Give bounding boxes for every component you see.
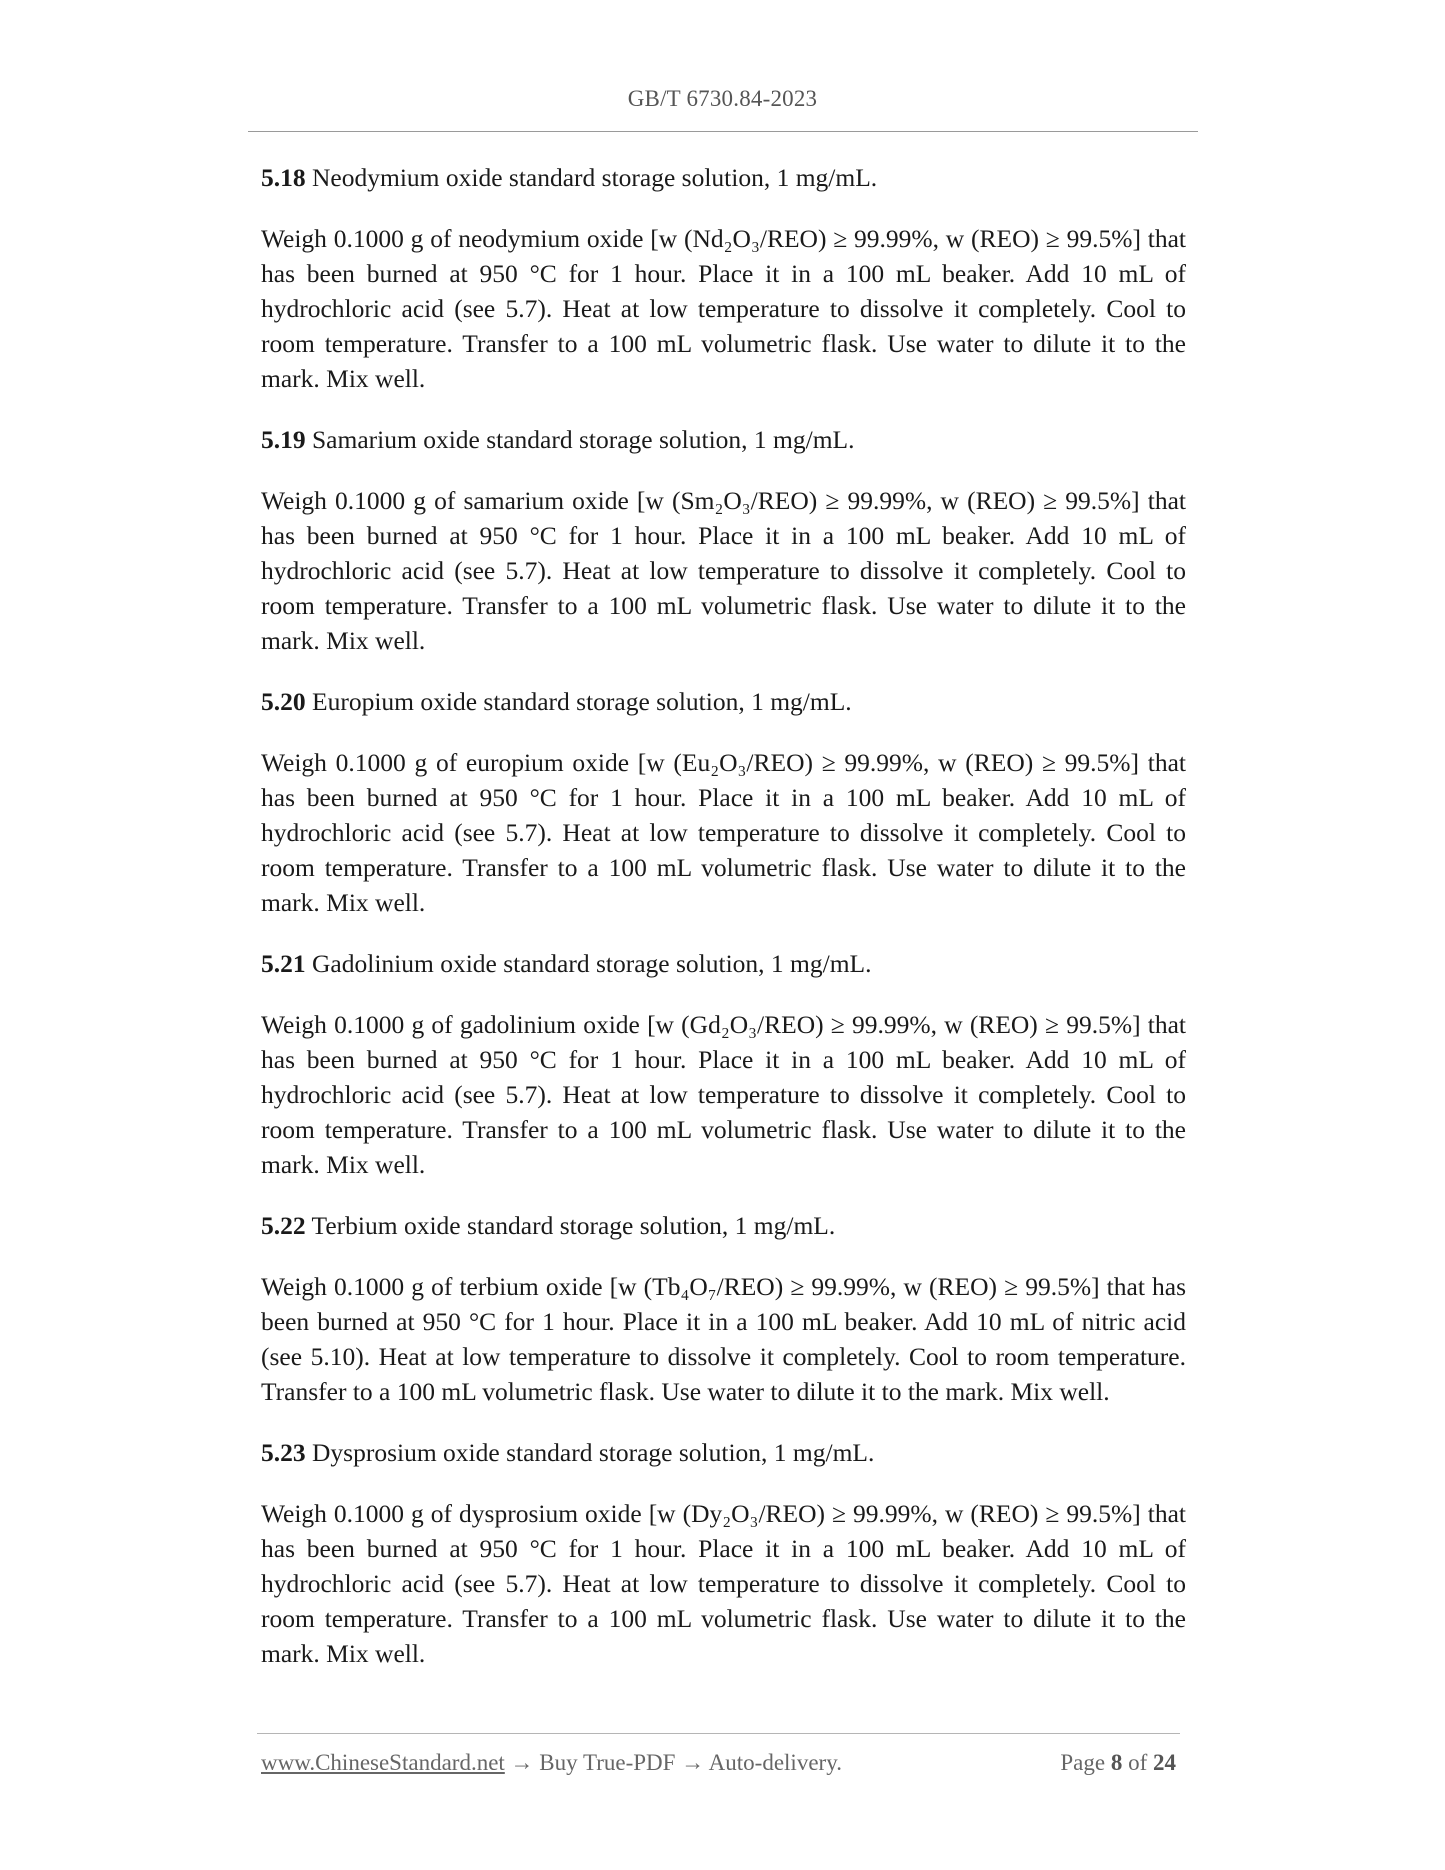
clause-number: 5.20	[261, 687, 306, 716]
clause-title: Terbium oxide standard storage solution, 1 mg/mL.	[311, 1211, 836, 1240]
header-divider	[248, 131, 1198, 132]
clause-heading	[261, 1208, 1186, 1243]
clause-heading	[261, 1435, 1186, 1470]
auto-delivery-text: Auto-delivery.	[708, 1750, 842, 1775]
clause-heading	[261, 684, 1186, 719]
clause-text: Weigh 0.1000 g of gadolinium oxide [w (Gd₂O₃/REO) ≥ 99.99%, w (REO) ≥ 99.5%] that has been burned at 950 °C for 1 hour. Place it in a 100 mL beaker. Add 10 mL of hydrochloric acid (see 5.7). Heat at low temperature to dissolve it completely. Cool to room temperature. Transfer to a 100 mL volumetric flask. Use water to dilute it to the mark. Mix well.	[261, 1010, 1186, 1179]
clause-title: Samarium oxide standard storage solution, 1 mg/mL.	[312, 425, 855, 454]
page-header	[0, 86, 1445, 112]
clause-title: Gadolinium oxide standard storage solution, 1 mg/mL.	[312, 949, 872, 978]
clause-text: Weigh 0.1000 g of terbium oxide [w (Tb₄O₇/REO) ≥ 99.99%, w (REO) ≥ 99.5%] that has been burned at 950 °C for 1 hour. Place it in a 100 mL beaker. Add 10 mL of nitric acid (see 5.10). Heat at low temperature to dissolve it completely. Cool to room temperature. Transfer to a 100 mL volumetric flask. Use water to dilute it to the mark. Mix well.	[261, 1272, 1186, 1406]
clause-title: Europium oxide standard storage solution, 1 mg/mL.	[312, 687, 852, 716]
clause-title: Dysprosium oxide standard storage solution, 1 mg/mL.	[312, 1438, 875, 1467]
clause-5-18	[261, 160, 1186, 396]
buy-pdf-text: Buy True-PDF	[539, 1750, 676, 1775]
arrow-right-icon: →	[681, 1750, 705, 1775]
page-of: of	[1128, 1750, 1148, 1775]
clause-5-19	[261, 422, 1186, 658]
arrow-right-icon: →	[510, 1750, 534, 1775]
document-body	[261, 160, 1186, 1697]
document-id: GB/T 6730.84-2023	[627, 86, 818, 111]
clause-5-23	[261, 1435, 1186, 1671]
clause-5-22	[261, 1208, 1186, 1409]
clause-title: Neodymium oxide standard storage solution, 1 mg/mL.	[312, 163, 878, 192]
page-label: Page	[1060, 1750, 1106, 1775]
clause-heading	[261, 160, 1186, 195]
clause-number: 5.19	[261, 425, 306, 454]
clause-number: 5.23	[261, 1438, 306, 1467]
clause-number: 5.18	[261, 163, 306, 192]
footer-promo	[261, 1750, 842, 1776]
page-total: 24	[1153, 1750, 1176, 1775]
clause-number: 5.22	[261, 1211, 306, 1240]
footer-divider	[257, 1733, 1180, 1734]
clause-text: Weigh 0.1000 g of europium oxide [w (Eu₂O₃/REO) ≥ 99.99%, w (REO) ≥ 99.5%] that has been burned at 950 °C for 1 hour. Place it in a 100 mL beaker. Add 10 mL of hydrochloric acid (see 5.7). Heat at low temperature to dissolve it completely. Cool to room temperature. Transfer to a 100 mL volumetric flask. Use water to dilute it to the mark. Mix well.	[261, 748, 1186, 917]
clause-heading	[261, 946, 1186, 981]
clause-text: Weigh 0.1000 g of samarium oxide [w (Sm₂O₃/REO) ≥ 99.99%, w (REO) ≥ 99.5%] that has been burned at 950 °C for 1 hour. Place it in a 100 mL beaker. Add 10 mL of hydrochloric acid (see 5.7). Heat at low temperature to dissolve it completely. Cool to room temperature. Transfer to a 100 mL volumetric flask. Use water to dilute it to the mark. Mix well.	[261, 486, 1186, 655]
clause-text: Weigh 0.1000 g of neodymium oxide [w (Nd₂O₃/REO) ≥ 99.99%, w (REO) ≥ 99.5%] that has been burned at 950 °C for 1 hour. Place it in a 100 mL beaker. Add 10 mL of hydrochloric acid (see 5.7). Heat at low temperature to dissolve it completely. Cool to room temperature. Transfer to a 100 mL volumetric flask. Use water to dilute it to the mark. Mix well.	[261, 224, 1186, 393]
page-current: 8	[1110, 1750, 1123, 1775]
clause-5-20	[261, 684, 1186, 920]
clause-heading	[261, 422, 1186, 457]
site-link[interactable]: www.ChineseStandard.net	[261, 1750, 505, 1775]
clause-5-21	[261, 946, 1186, 1182]
clause-text: Weigh 0.1000 g of dysprosium oxide [w (Dy₂O₃/REO) ≥ 99.99%, w (REO) ≥ 99.5%] that has been burned at 950 °C for 1 hour. Place it in a 100 mL beaker. Add 10 mL of hydrochloric acid (see 5.7). Heat at low temperature to dissolve it completely. Cool to room temperature. Transfer to a 100 mL volumetric flask. Use water to dilute it to the mark. Mix well.	[261, 1499, 1186, 1668]
page-number	[1060, 1750, 1176, 1776]
clause-number: 5.21	[261, 949, 306, 978]
